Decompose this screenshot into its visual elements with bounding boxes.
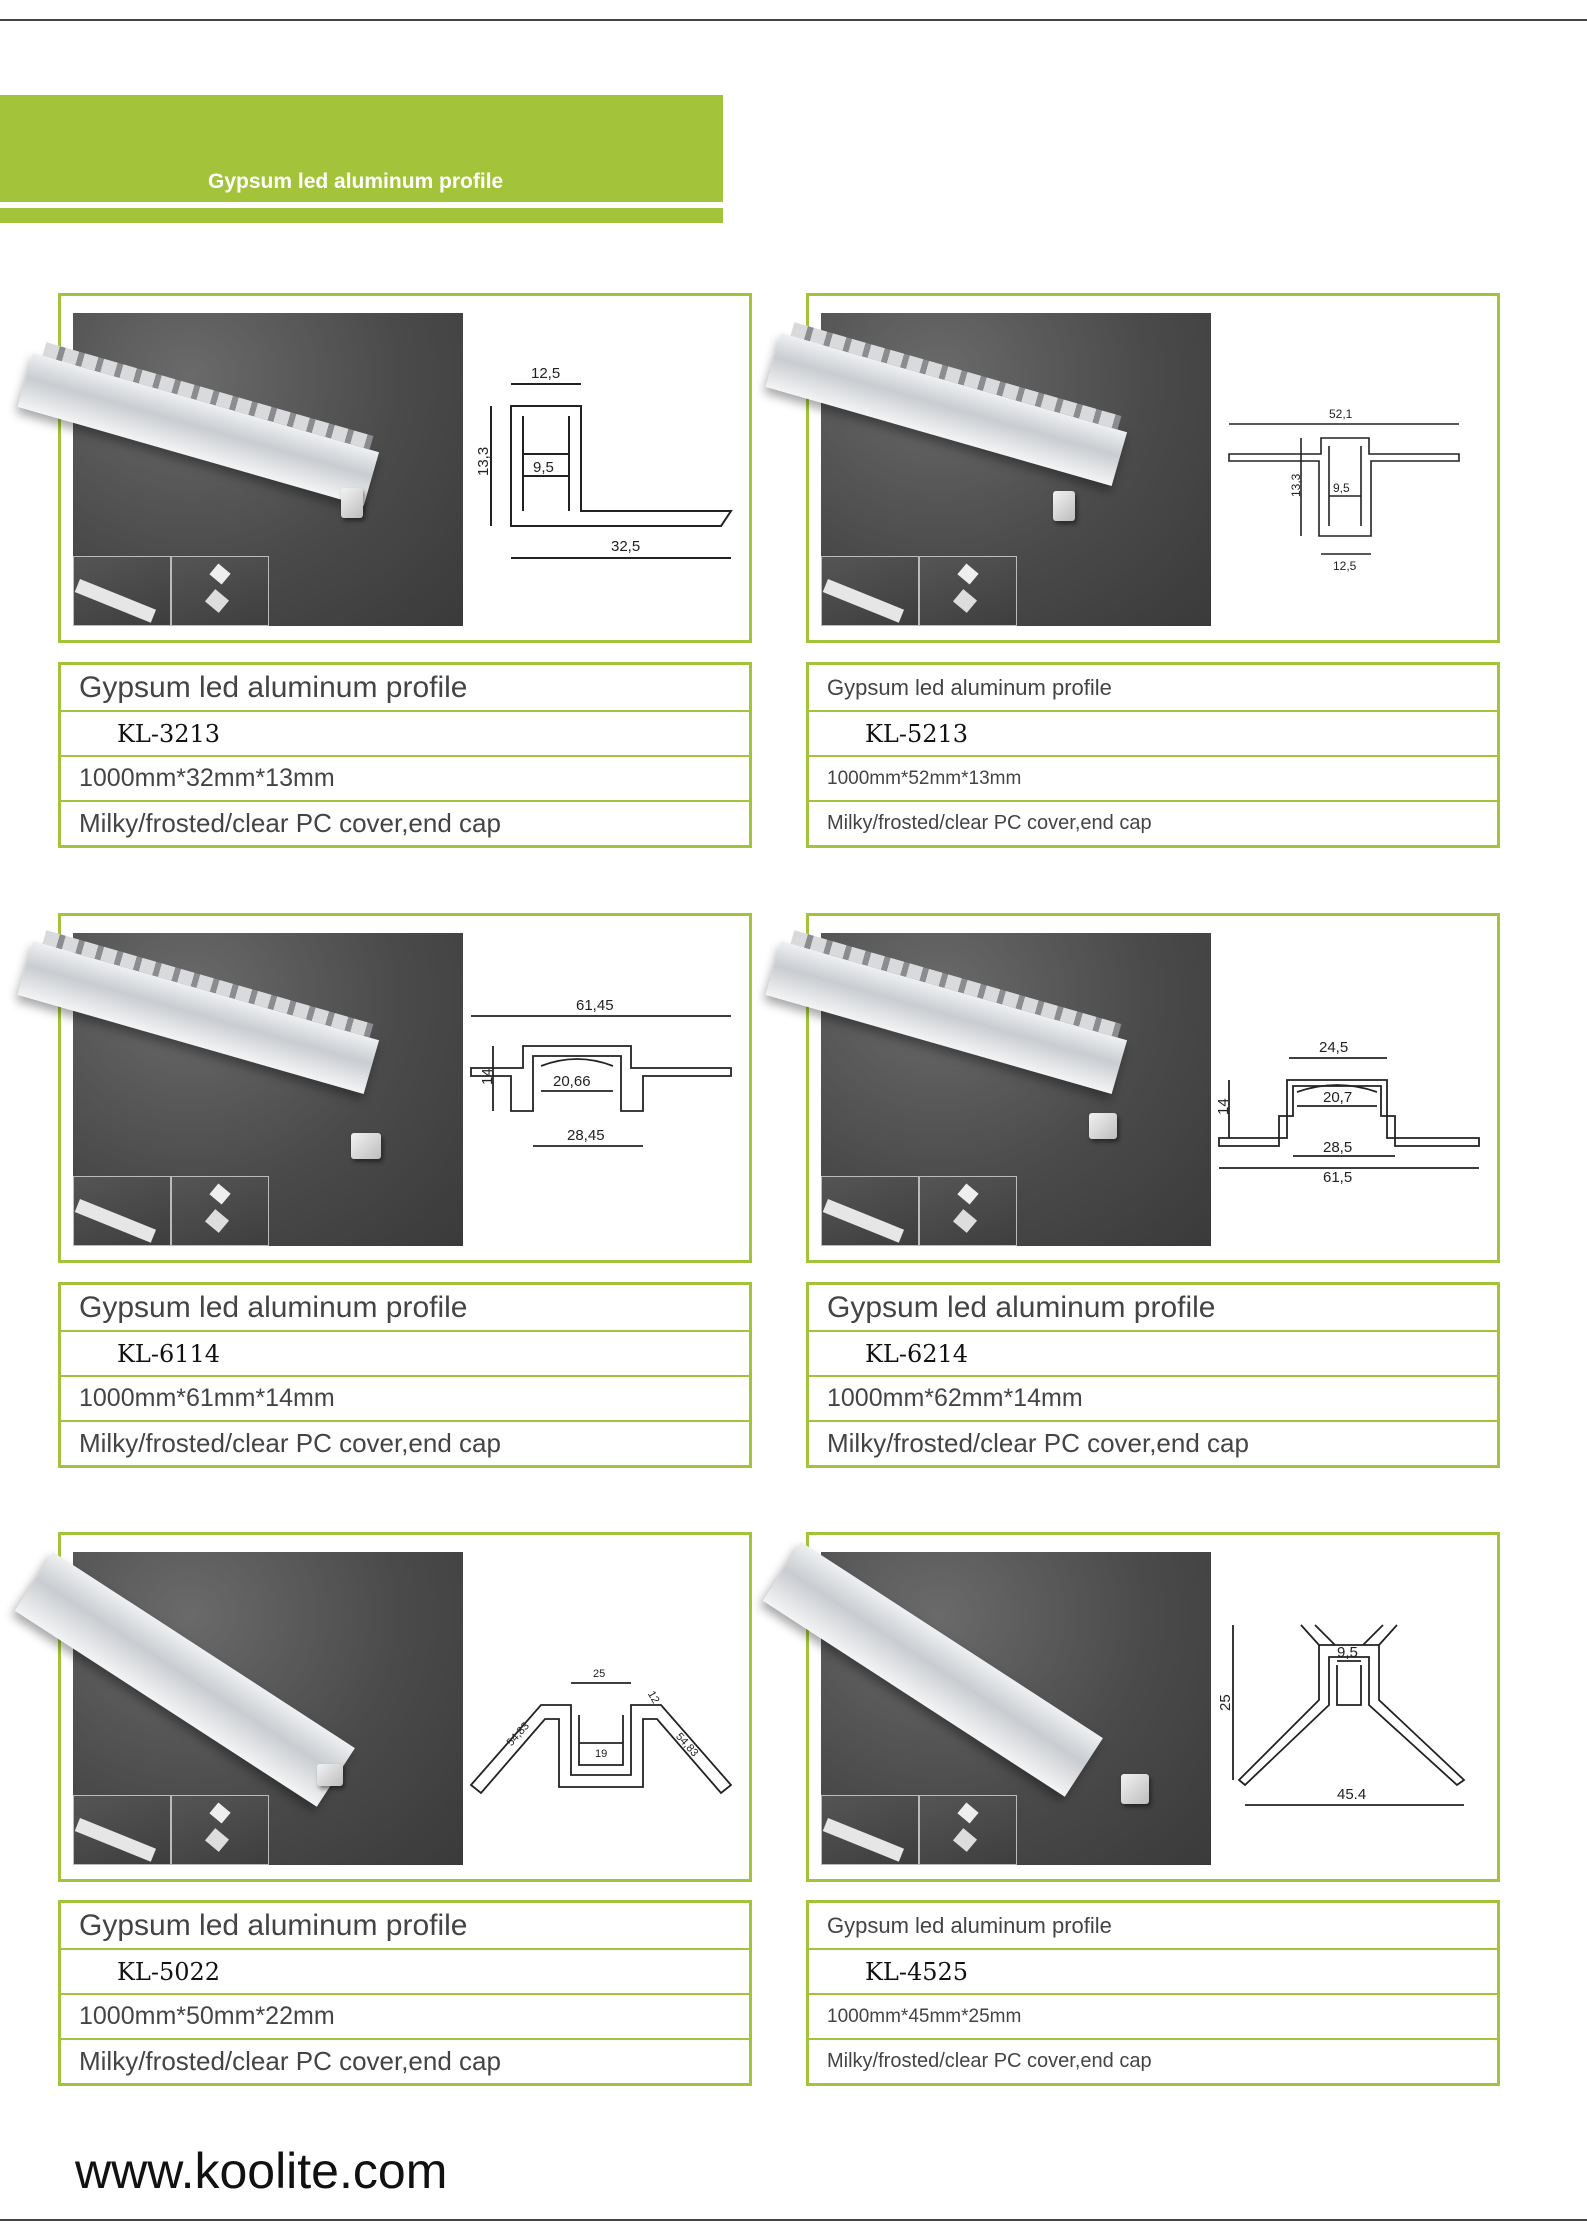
product-spec-table — [58, 662, 752, 848]
svg-text:20,7: 20,7 — [1323, 1089, 1353, 1106]
accessory-thumbnails — [821, 556, 1019, 626]
svg-text:9,5: 9,5 — [1337, 1644, 1358, 1661]
product-photo-frame — [806, 293, 1500, 643]
end-cap-thumbnail — [171, 556, 269, 626]
product-photo — [73, 1552, 463, 1865]
end-cap-thumbnail — [919, 556, 1017, 626]
product-photo-frame — [58, 293, 752, 643]
accessory-thumbnails — [73, 1176, 271, 1246]
svg-text:12,5: 12,5 — [531, 365, 561, 382]
svg-text:54,83: 54,83 — [504, 1720, 532, 1749]
svg-text:9,5: 9,5 — [533, 459, 554, 476]
profile-drawing — [471, 1565, 731, 1855]
product-name: Gypsum led aluminum profile — [827, 674, 1112, 700]
website-link[interactable]: www.koolite.com — [75, 2143, 448, 2199]
profile-drawing — [1219, 326, 1479, 616]
product-size: 1000mm*62mm*14mm — [827, 1384, 1083, 1412]
svg-text:12: 12 — [644, 1689, 662, 1706]
svg-text:19: 19 — [595, 1748, 608, 1760]
svg-text:52,1: 52,1 — [1329, 407, 1353, 421]
product-photo-frame — [806, 1532, 1500, 1882]
product-code: KL-5022 — [117, 1957, 221, 1986]
product-size: 1000mm*52mm*13mm — [827, 767, 1022, 789]
product-size: 1000mm*32mm*13mm — [79, 764, 335, 792]
product-size: 1000mm*45mm*25mm — [827, 2005, 1022, 2027]
svg-text:28,45: 28,45 — [567, 1127, 605, 1144]
accessory-thumbnails — [821, 1176, 1019, 1246]
pc-cover-thumbnail — [73, 1795, 171, 1865]
svg-text:14: 14 — [1215, 1098, 1232, 1115]
product-spec-table — [58, 1282, 752, 1468]
product-cover: Milky/frosted/clear PC cover,end cap — [79, 2046, 501, 2076]
product-photo-frame — [806, 913, 1500, 1263]
product-spec-table — [806, 662, 1500, 848]
product-photo — [821, 933, 1211, 1246]
product-cover: Milky/frosted/clear PC cover,end cap — [827, 2050, 1152, 2072]
product-photo-frame — [58, 913, 752, 1263]
product-size: 1000mm*61mm*14mm — [79, 1384, 335, 1412]
svg-text:20,66: 20,66 — [553, 1073, 591, 1090]
svg-text:54,83: 54,83 — [673, 1730, 701, 1760]
svg-text:13,3: 13,3 — [1289, 473, 1303, 497]
product-cover: Milky/frosted/clear PC cover,end cap — [79, 1428, 501, 1458]
bottom-rule — [0, 2219, 1587, 2221]
product-photo-frame — [58, 1532, 752, 1882]
pc-cover-thumbnail — [821, 1176, 919, 1246]
svg-text:9,5: 9,5 — [1333, 481, 1350, 495]
end-cap-thumbnail — [171, 1795, 269, 1865]
product-spec-table — [806, 1900, 1500, 2086]
top-rule — [0, 19, 1587, 21]
accessory-thumbnails — [821, 1795, 1019, 1865]
svg-text:28,5: 28,5 — [1323, 1139, 1353, 1156]
pc-cover-thumbnail — [821, 1795, 919, 1865]
profile-drawing — [471, 326, 731, 616]
end-cap-thumbnail — [171, 1176, 269, 1246]
product-photo — [821, 1552, 1211, 1865]
product-photo — [73, 933, 463, 1246]
product-name: Gypsum led aluminum profile — [79, 1290, 468, 1324]
product-name: Gypsum led aluminum profile — [79, 670, 468, 704]
svg-text:12,5: 12,5 — [1333, 559, 1357, 573]
product-photo — [73, 313, 463, 626]
product-cover: Milky/frosted/clear PC cover,end cap — [79, 808, 501, 838]
svg-text:45.4: 45.4 — [1337, 1786, 1367, 1803]
banner-title: Gypsum led aluminum profile — [208, 170, 504, 193]
profile-drawing — [471, 946, 731, 1236]
header-stripe — [0, 208, 723, 223]
product-photo — [821, 313, 1211, 626]
svg-text:61,5: 61,5 — [1323, 1169, 1353, 1186]
svg-text:25: 25 — [1217, 1694, 1234, 1711]
svg-text:25: 25 — [593, 1668, 606, 1680]
end-cap-image — [1121, 1774, 1149, 1804]
pc-cover-thumbnail — [73, 556, 171, 626]
end-cap-image — [317, 1764, 343, 1786]
accessory-thumbnails — [73, 1795, 271, 1865]
product-spec-table — [806, 1282, 1500, 1468]
pc-cover-thumbnail — [73, 1176, 171, 1246]
end-cap-image — [1053, 491, 1075, 521]
svg-text:14: 14 — [479, 1068, 496, 1085]
product-name: Gypsum led aluminum profile — [827, 1912, 1112, 1938]
profile-drawing — [1219, 1565, 1479, 1855]
svg-text:32,5: 32,5 — [611, 538, 641, 555]
end-cap-thumbnail — [919, 1176, 1017, 1246]
profile-drawing — [1215, 946, 1479, 1236]
end-cap-image — [1089, 1113, 1117, 1139]
end-cap-thumbnail — [919, 1795, 1017, 1865]
end-cap-image — [341, 488, 363, 518]
accessory-thumbnails — [73, 556, 271, 626]
product-code: KL-6114 — [117, 1339, 221, 1368]
product-name: Gypsum led aluminum profile — [79, 1908, 468, 1942]
svg-text:13,3: 13,3 — [475, 446, 492, 476]
svg-text:61,45: 61,45 — [576, 997, 614, 1014]
product-spec-table — [58, 1900, 752, 2086]
product-code: KL-3213 — [117, 719, 221, 748]
product-code: KL-6214 — [865, 1339, 969, 1368]
product-code: KL-4525 — [865, 1957, 969, 1986]
svg-text:24,5: 24,5 — [1319, 1039, 1349, 1056]
end-cap-image — [351, 1133, 381, 1159]
product-code: KL-5213 — [865, 719, 969, 748]
product-size: 1000mm*50mm*22mm — [79, 2002, 335, 2030]
product-cover: Milky/frosted/clear PC cover,end cap — [827, 1428, 1249, 1458]
pc-cover-thumbnail — [821, 556, 919, 626]
product-name: Gypsum led aluminum profile — [827, 1290, 1216, 1324]
product-cover: Milky/frosted/clear PC cover,end cap — [827, 812, 1152, 834]
